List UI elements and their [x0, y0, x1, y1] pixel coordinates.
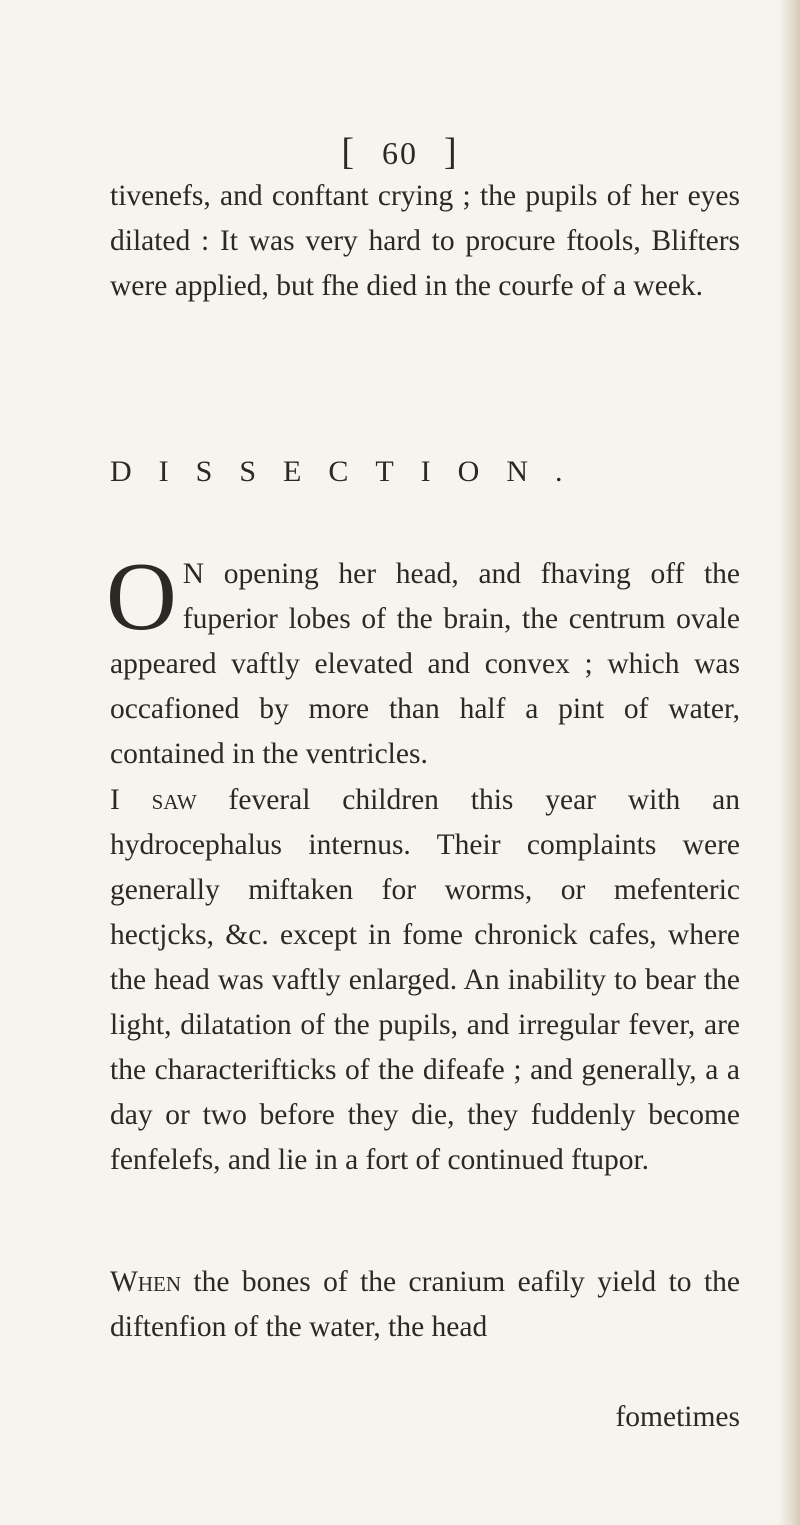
close-bracket: ] — [444, 131, 459, 173]
paragraph-4-text: the bones of the cranium eafily yield to the diftenfion of the water, the head — [110, 1266, 740, 1343]
paragraph-3-text: feveral children this year with an hydrocephalus internus. Their complaints were generally miftaken for worms, or mefenteric hectjcks, &c. except in fome chronick cafes, where the head was vaftly enlarged. An inability to bear the light, dilatation of the pupils, and irregular fever, are the characterifticks of the difeafe ; and generally, a a day or two before they die, they fuddenly become fenfelefs, and lie in a fort of continued ftupor. — [110, 784, 741, 1176]
drop-cap: O — [106, 543, 177, 651]
paragraph-4-lead: When — [110, 1266, 182, 1298]
paragraph-1: tivenefs, and conftant crying ; the pupils of her eyes dilated : It was very hard to procure ftools, Blifters were applied, but fhe died in the courfe of a week. — [110, 180, 740, 302]
paragraph-3-lead: I saw — [110, 784, 197, 816]
section-heading: DISSECTION. — [110, 455, 590, 488]
page-number — [0, 130, 800, 174]
page-edge-shading — [778, 0, 800, 1525]
paragraph-3 — [110, 778, 740, 1183]
paragraph-4 — [110, 1260, 740, 1350]
paragraph-2-text: N opening her head, and fhaving off the fuperior lobes of the brain, the centrum ovale appeared vaftly elevated and convex ; which was occafioned by more than half a pint of water, contained in the ventricles. — [110, 558, 740, 770]
paragraph-2 — [106, 543, 740, 777]
catchword: fometimes — [615, 1401, 740, 1433]
page-number-value: 60 — [382, 135, 418, 171]
open-bracket: [ — [341, 131, 356, 173]
